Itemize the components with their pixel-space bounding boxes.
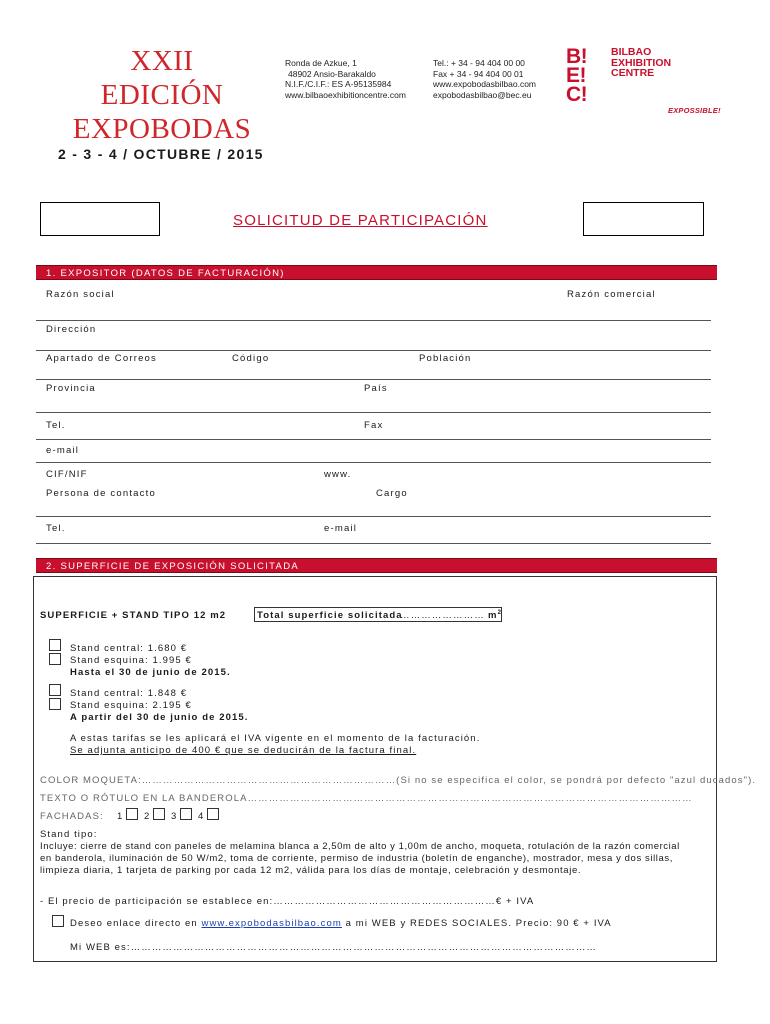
bec-logo	[566, 47, 606, 104]
stand-esquina-checkbox-1[interactable]	[49, 653, 61, 665]
cargo-label: Cargo	[376, 488, 408, 499]
event-name: EXPOBODAS	[72, 113, 252, 145]
www-label: www.	[324, 469, 352, 480]
provincia-label: Provincia	[46, 383, 96, 394]
field-line-email[interactable]	[36, 462, 711, 463]
section-1-header: 1. EXPOSITOR (DATOS DE FACTURACIÓN)	[36, 265, 717, 280]
razon-social-label: Razón social	[46, 289, 115, 300]
poblacion-label: Población	[419, 353, 472, 364]
stand-central-price-2: Stand central: 1.848 €	[70, 688, 188, 699]
fachada-checkbox-4[interactable]	[207, 808, 219, 820]
form-title: SOLICITUD DE PARTICIPACIÓN	[233, 212, 488, 229]
enlace-directo-checkbox[interactable]	[52, 915, 64, 927]
stand-esquina-checkbox-2[interactable]	[49, 698, 61, 710]
event-dates: 2 - 3 - 4 / OCTUBRE / 2015	[58, 146, 264, 162]
email-label: e-mail	[46, 445, 80, 456]
contact-line: expobodasbilbao@bec.eu	[433, 89, 532, 100]
field-line-persona[interactable]	[36, 516, 711, 517]
field-line-apartado[interactable]	[36, 379, 711, 380]
contact-line: www.expobodasbilbao.com	[433, 79, 537, 89]
color-moqueta-field[interactable]: COLOR MOQUETA:………………………………………………………………(Si no se especifica el color, se pondrá por defecto "azul ducados").	[40, 775, 757, 786]
address-block	[285, 58, 406, 100]
expobodas-link[interactable]: www.expobodasbilbao.com	[201, 918, 342, 929]
deadline-after: A partir del 30 de junio de 2015.	[70, 712, 249, 723]
address-line: N.I.F./C.I.F.: ES A-95135984	[285, 79, 392, 89]
rotulo-banderola-field[interactable]: TEXTO O RÓTULO EN LA BANDEROLA………………………………………………………………………………………………………………	[40, 793, 693, 804]
superficie-label: SUPERFICIE + STAND TIPO 12 m2	[40, 610, 227, 621]
event-edition-word: EDICIÓN	[100, 79, 224, 111]
tagline-part: EXPO	[668, 106, 690, 115]
stand-tipo-line: en banderola, iluminación de 50 W/m2, toma de corriente, permiso de industria (boletín de enganche), mostrador, mesa y dos sillas,	[40, 853, 673, 864]
reference-box-right[interactable]	[583, 202, 704, 236]
address-line: www.bilbaoexhibitioncentre.com	[285, 89, 406, 100]
stand-esquina-price-2: Stand esquina: 2.195 €	[70, 700, 192, 711]
unit-squared: 2	[497, 610, 502, 616]
logo-name-line: CENTRE	[611, 67, 655, 79]
expossible-tagline	[668, 106, 721, 115]
address-line: 48902 Ansio-Barakaldo	[288, 68, 376, 79]
field-line-direccion[interactable]	[36, 350, 711, 351]
logo-name-line: BILBAO	[611, 46, 652, 58]
total-superficie-label: Total superficie solicitada	[257, 610, 403, 621]
pais-label: País	[364, 383, 388, 394]
tel2-label: Tel.	[46, 523, 66, 534]
fachada-checkbox-3[interactable]	[180, 808, 192, 820]
razon-comercial-label: Razón comercial	[567, 289, 656, 300]
apartado-label: Apartado de Correos	[46, 353, 157, 364]
event-edition-number: XXII	[130, 45, 194, 77]
logo-letter-e: E!	[566, 64, 586, 87]
tel-label: Tel.	[46, 420, 66, 431]
fachada-option-4-label: 4	[198, 811, 205, 822]
fachada-option-1-label: 1	[117, 811, 124, 822]
enlace-directo-text	[70, 918, 612, 929]
contact-line: Fax + 34 - 94 404 00 01	[433, 68, 524, 79]
fachada-option-3-label: 3	[171, 811, 178, 822]
field-line-tel[interactable]	[36, 439, 711, 440]
stand-tipo-line: limpieza diaria, 1 tarjeta de parking por cada 12 m2, válida para los días de montaje, celebración y desmontaje.	[40, 865, 582, 876]
unit-m: m	[488, 610, 498, 622]
logo-letter-c: C!	[566, 83, 588, 106]
persona-contacto-label: Persona de contacto	[46, 488, 156, 499]
fachada-option-2-label: 2	[144, 811, 151, 822]
stand-tipo-line: Incluye: cierre de stand con paneles de melamina blanca a 2,50m de alto y 1,00m de ancho, moqueta, rotulación de la razón comercial	[40, 841, 680, 852]
stand-tipo-title: Stand tipo:	[40, 829, 98, 840]
total-superficie-dots: ……………………	[400, 610, 485, 621]
field-line-razon[interactable]	[36, 320, 711, 321]
codigo-label: Código	[232, 353, 270, 364]
address-line: Ronda de Azkue, 1	[285, 58, 357, 68]
iva-note: A estas tarifas se les aplicará el IVA vigente en el momento de la facturación.	[70, 733, 481, 744]
precio-participacion: - El precio de participación se establece en:………………………………………………………€ + IVA	[40, 896, 535, 907]
stand-esquina-price-1: Stand esquina: 1.995 €	[70, 655, 192, 666]
deadline-before: Hasta el 30 de junio de 2015.	[70, 667, 231, 678]
anticipo-note: Se adjunta anticipo de 400 € que se deducirán de la factura final.	[70, 745, 417, 756]
field-line-provincia[interactable]	[36, 412, 711, 413]
fachada-checkbox-1[interactable]	[126, 808, 138, 820]
stand-central-checkbox-1[interactable]	[49, 639, 61, 651]
tagline-part: SSIBLE!	[689, 106, 721, 115]
mi-web-field[interactable]: Mi WEB es:……………………………………………………………………………………………………………………	[70, 942, 598, 953]
fachadas-label: FACHADAS:	[40, 811, 104, 822]
field-line-tel2[interactable]	[36, 543, 711, 544]
fachada-checkbox-2[interactable]	[153, 808, 165, 820]
logo-letter-b: B!	[566, 45, 588, 68]
direccion-label: Dirección	[46, 324, 97, 335]
stand-central-price-1: Stand central: 1.680 €	[70, 643, 188, 654]
enlace-text-pre: Deseo enlace directo en	[70, 918, 202, 929]
reference-box-left[interactable]	[40, 202, 160, 236]
fax-label: Fax	[364, 420, 384, 431]
stand-central-checkbox-2[interactable]	[49, 684, 61, 696]
bec-logo-name	[611, 47, 671, 79]
event-title	[62, 44, 262, 146]
logo-name-line: EXHIBITION	[611, 56, 672, 69]
cif-label: CIF/NIF	[46, 469, 88, 480]
email2-label: e-mail	[324, 523, 358, 534]
contact-block	[433, 58, 536, 100]
total-superficie-unit	[488, 610, 502, 621]
contact-line: Tel.: + 34 - 94 404 00 00	[433, 58, 525, 68]
section-2-header: 2. SUPERFICIE DE EXPOSICIÓN SOLICITADA	[36, 558, 717, 573]
enlace-text-post: a mi WEB y REDES SOCIALES. Precio: 90 € + IVA	[341, 918, 612, 929]
